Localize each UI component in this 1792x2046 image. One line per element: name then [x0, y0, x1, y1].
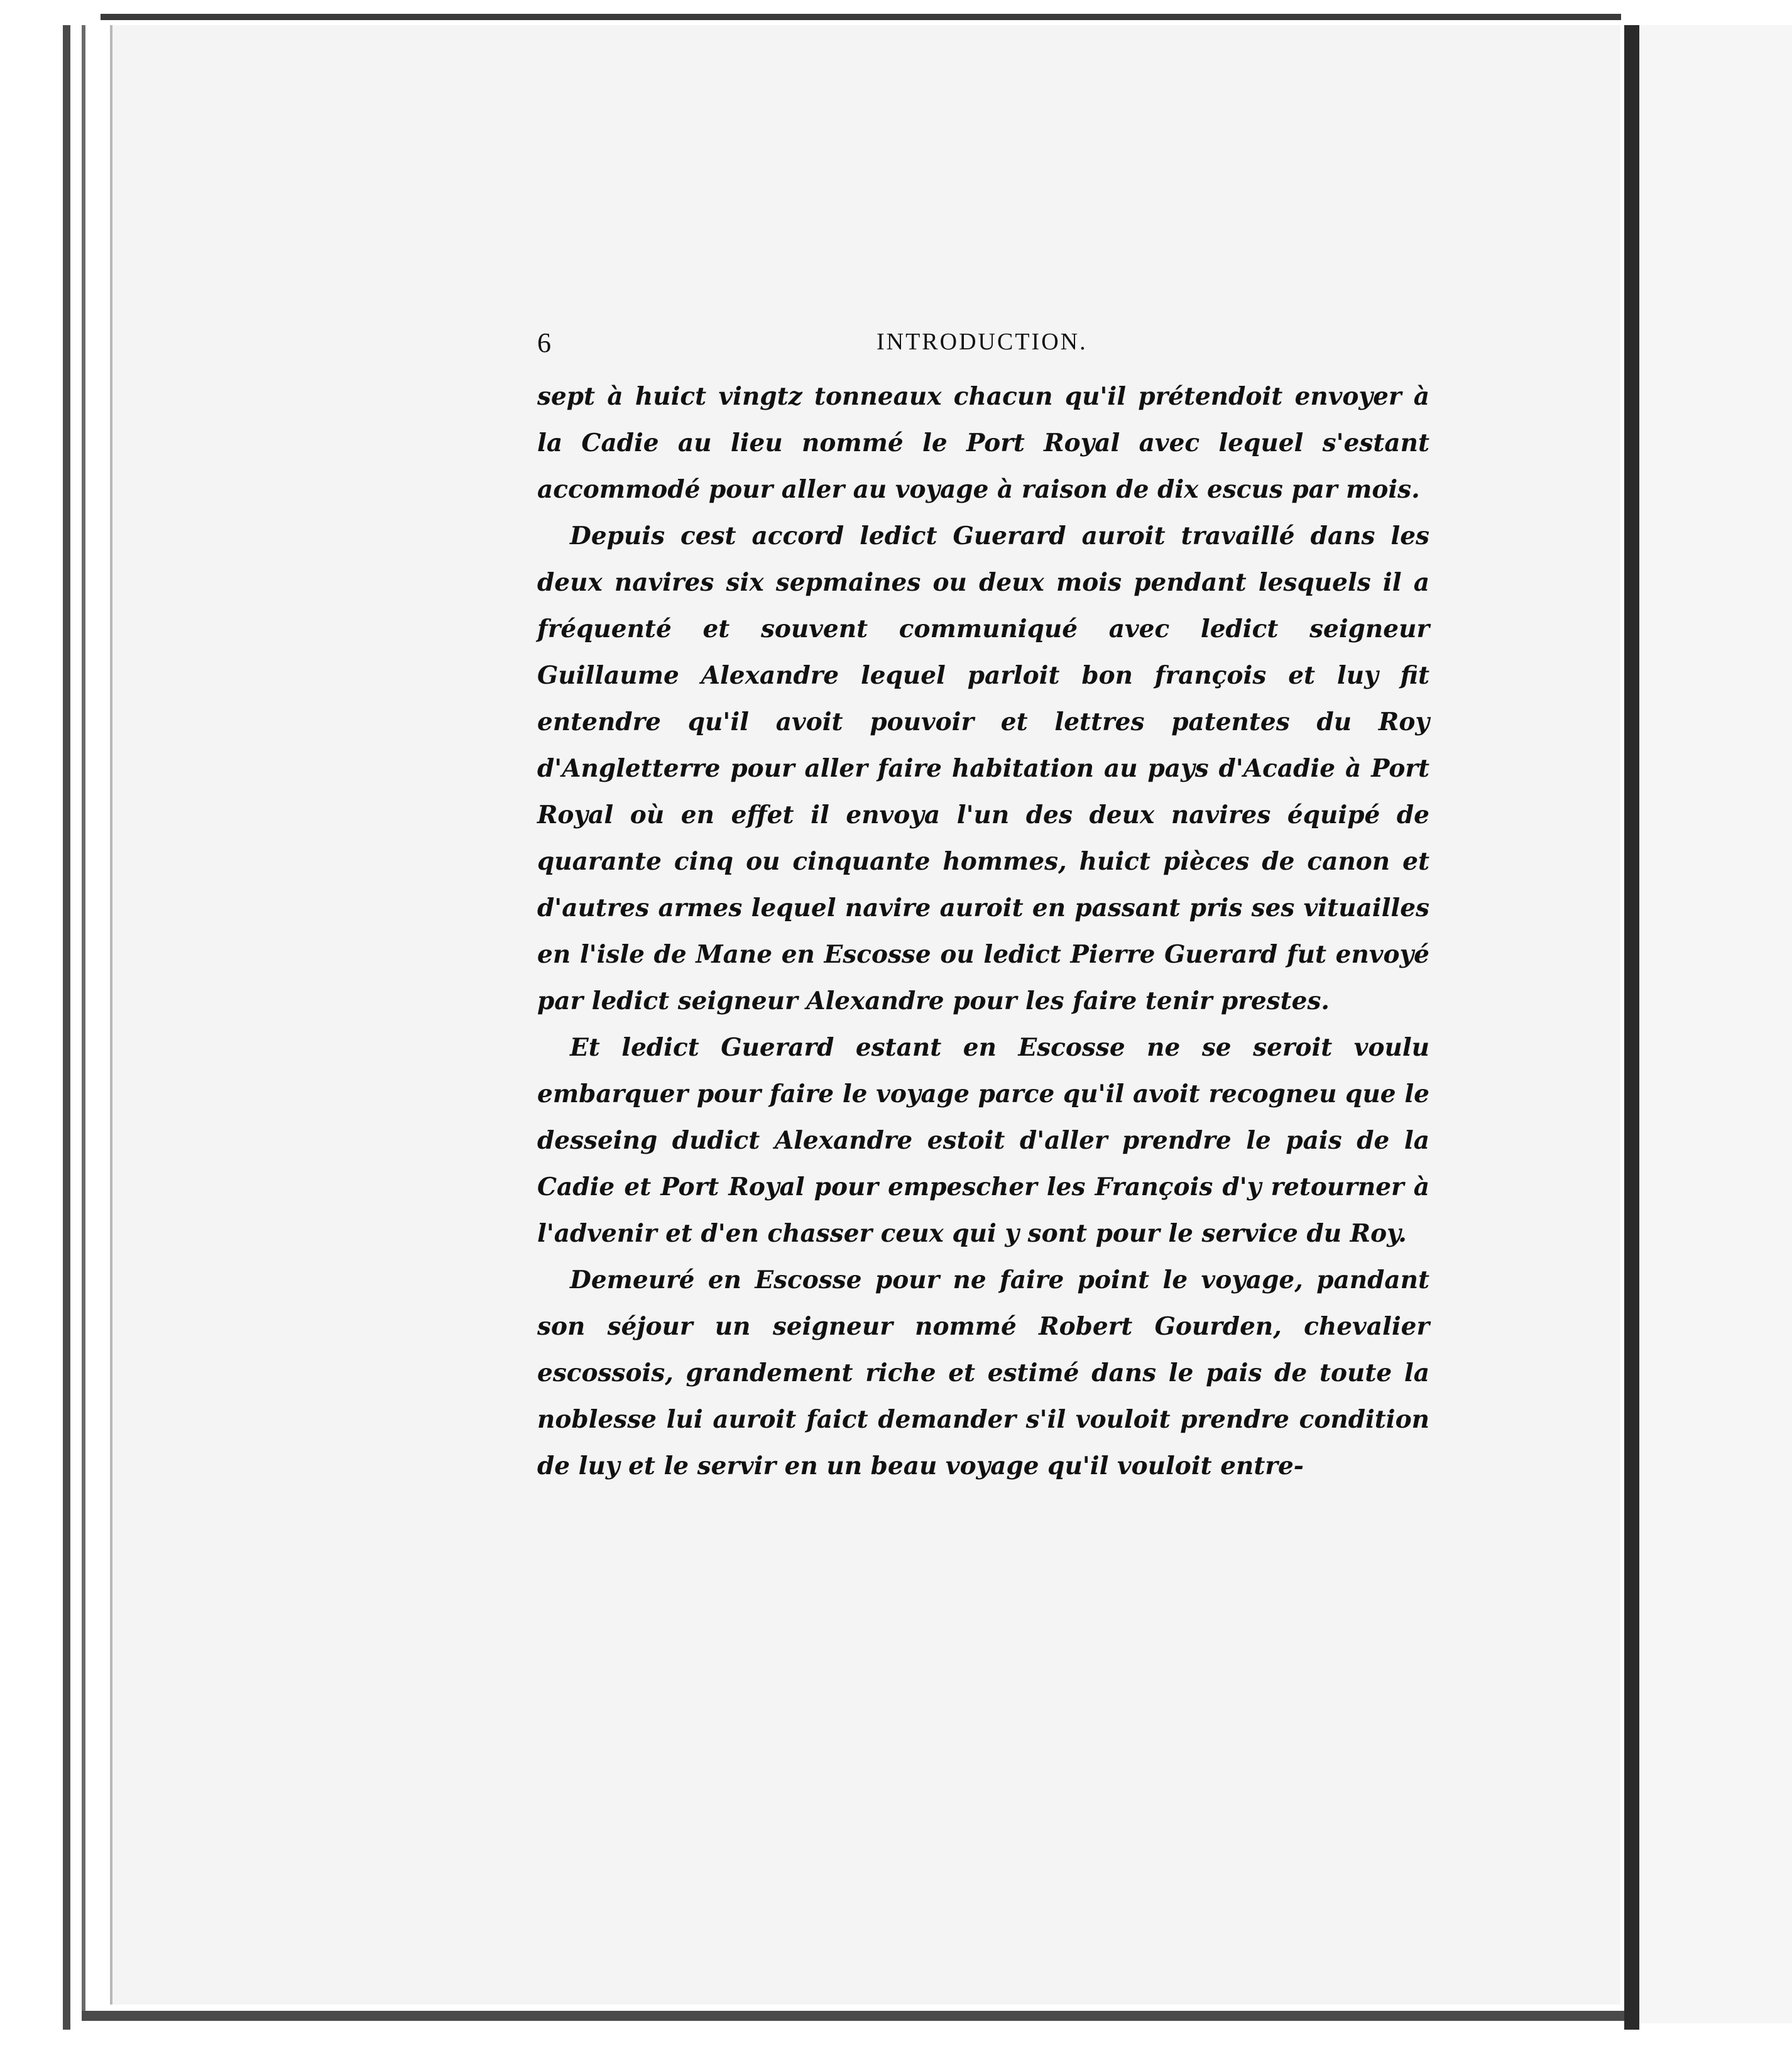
- scan-top-edge: [101, 14, 1621, 20]
- page-number: 6: [537, 327, 551, 358]
- page-text-block: [537, 327, 1429, 1489]
- running-title: INTRODUCTION.: [877, 329, 1088, 355]
- page-header: [537, 327, 1429, 364]
- paragraph: Et ledict Guerard estant en Escosse ne se seroit voulu embarquer pour faire le voyage parce qu'il avoit recogneu que le desseing dudict Alexandre estoit d'aller prendre le pais de la Cadie et Port Royal pour empescher les François d'y retourner à l'advenir et d'en chasser ceux qui y sont pour le service du Roy.: [537, 1033, 1429, 1248]
- facing-page-edge: [1639, 25, 1792, 2023]
- paragraph: Demeuré en Escosse pour ne faire point le voyage, pandant son séjour un seigneur nommé Robert Gourden, chevalier escossois, grandement riche et estimé dans le pais de toute la noblesse lui auroit faict demander s'il vouloit prendre condition de luy et le servir en un beau voyage qu'il vouloit entre-: [537, 1266, 1429, 1480]
- paragraph: sept à huict vingtz tonneaux chacun qu'il prétendoit envoyer à la Cadie au lieu nommé le Port Royal avec lequel s'estant accommodé pour aller au voyage à raison de dix escus par mois.: [537, 382, 1429, 504]
- book-spine: [1624, 25, 1639, 2030]
- scan-left-edge: [63, 25, 70, 2030]
- scan-bottom-edge: [82, 2011, 1634, 2021]
- paragraph: Depuis cest accord ledict Guerard auroit travaillé dans les deux navires six sepmaines ou deux mois pendant lesquels il a fréquenté et souvent communiqué avec ledict seigneur Guillaume Alexandre lequel parloit bon françois et luy fit entendre qu'il avoit pouvoir et lettres patentes du Roy d'Angletterre pour aller faire habitation au pays d'Acadie à Port Royal où en effet il envoya l'un des deux navires équipé de quarante cinq ou cinquante hommes, huict pièces de canon et d'autres armes lequel navire auroit en passant pris ses vituailles en l'isle de Mane en Escosse ou ledict Pierre Guerard fut envoyé par ledict seigneur Alexandre pour les faire tenir prestes.: [537, 522, 1429, 1015]
- scan-left-edge-inner: [82, 25, 85, 2017]
